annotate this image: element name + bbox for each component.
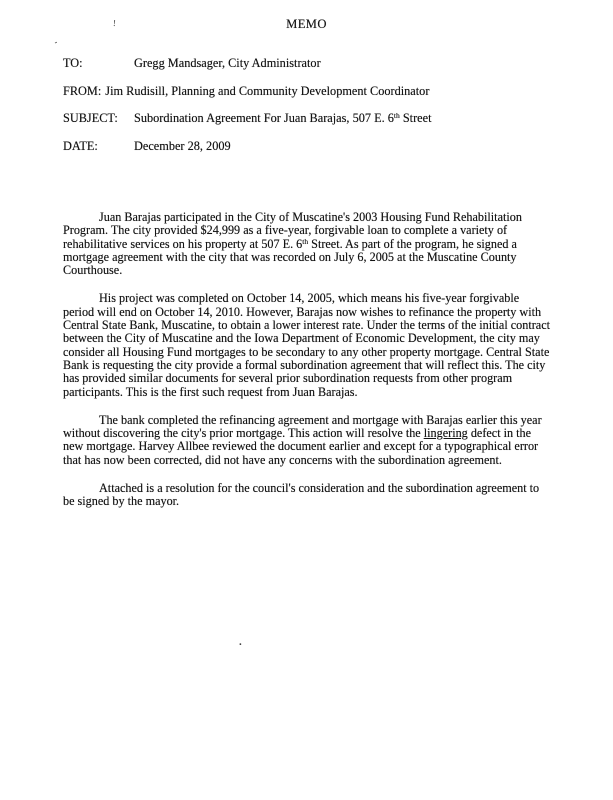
subject-label: SUBJECT: <box>63 111 118 125</box>
header-row-subject <box>63 112 432 125</box>
date-label: DATE: <box>63 138 98 153</box>
header-row-to <box>63 57 432 70</box>
memo-title: MEMO <box>286 17 327 31</box>
body-paragraph-3: The bank completed the refinancing agreement and mortgage with Barajas earlier this year without discovering the city's prior mortgage. This action will resolve the lingering defect in the new mortgage. Harvey Allbee reviewed the document earlier and except for a typographical error that has now been corrected, did not have any concerns with the subordination agreement. <box>63 412 542 467</box>
from-value: Jim Rudisill, Planning and Community Development Coordinator <box>105 83 430 98</box>
header-row-from <box>63 85 432 98</box>
memo-header-block <box>63 57 432 167</box>
subject-value: Subordination Agreement For Juan Barajas, 507 E. 6th Street <box>134 111 432 125</box>
body-paragraph-2: His project was completed on October 14, 2005, which means his five-year forgivable period will end on October 14, 2010. However, Barajas now wishes to refinance the property with Central State Bank, Muscatine, to obtain a lower interest rate. Under the terms of the initial contract between the City of Muscatine and the Iowa Department of Economic Development, the city may consider all Housing Fund mortgages to be secondary to any other property mortgage. Central State Bank is requesting the city provide a formal subordination agreement that will reflect this. The city has provided similar documents for several prior subordination requests from other program participants. This is the first such request from Juan Barajas. <box>63 291 551 399</box>
scan-artifact-corner-mark: ·· <box>52 38 58 48</box>
header-row-date <box>63 140 432 153</box>
to-value: Gregg Mandsager, City Administrator <box>134 56 321 70</box>
body-paragraph-4: Attached is a resolution for the council's consideration and the subordination agreement to be signed by the mayor. <box>63 481 540 509</box>
date-value: December 28, 2009 <box>134 138 231 153</box>
body-paragraph-1: Juan Barajas participated in the City of Muscatine's 2003 Housing Fund Rehabilitation Program. The city provided $24,999 as a five-year, forgivable loan to complete a variety of rehabilitative services on his property at 507 E. 6th Street. As part of the program, he signed a mortgage agreement with the city that was recorded on July 6, 2005 at the Muscatine County Courthouse. <box>63 210 522 278</box>
to-label: TO: <box>63 56 83 70</box>
underlined-word: lingering <box>423 426 468 441</box>
ordinal-superscript: th <box>393 111 400 120</box>
memo-body <box>63 211 553 524</box>
ordinal-superscript: th <box>302 236 309 246</box>
scan-artifact-stray-dot: . <box>239 636 242 648</box>
scan-artifact-top-mark: ! <box>112 17 117 29</box>
from-label: FROM: <box>63 83 102 98</box>
